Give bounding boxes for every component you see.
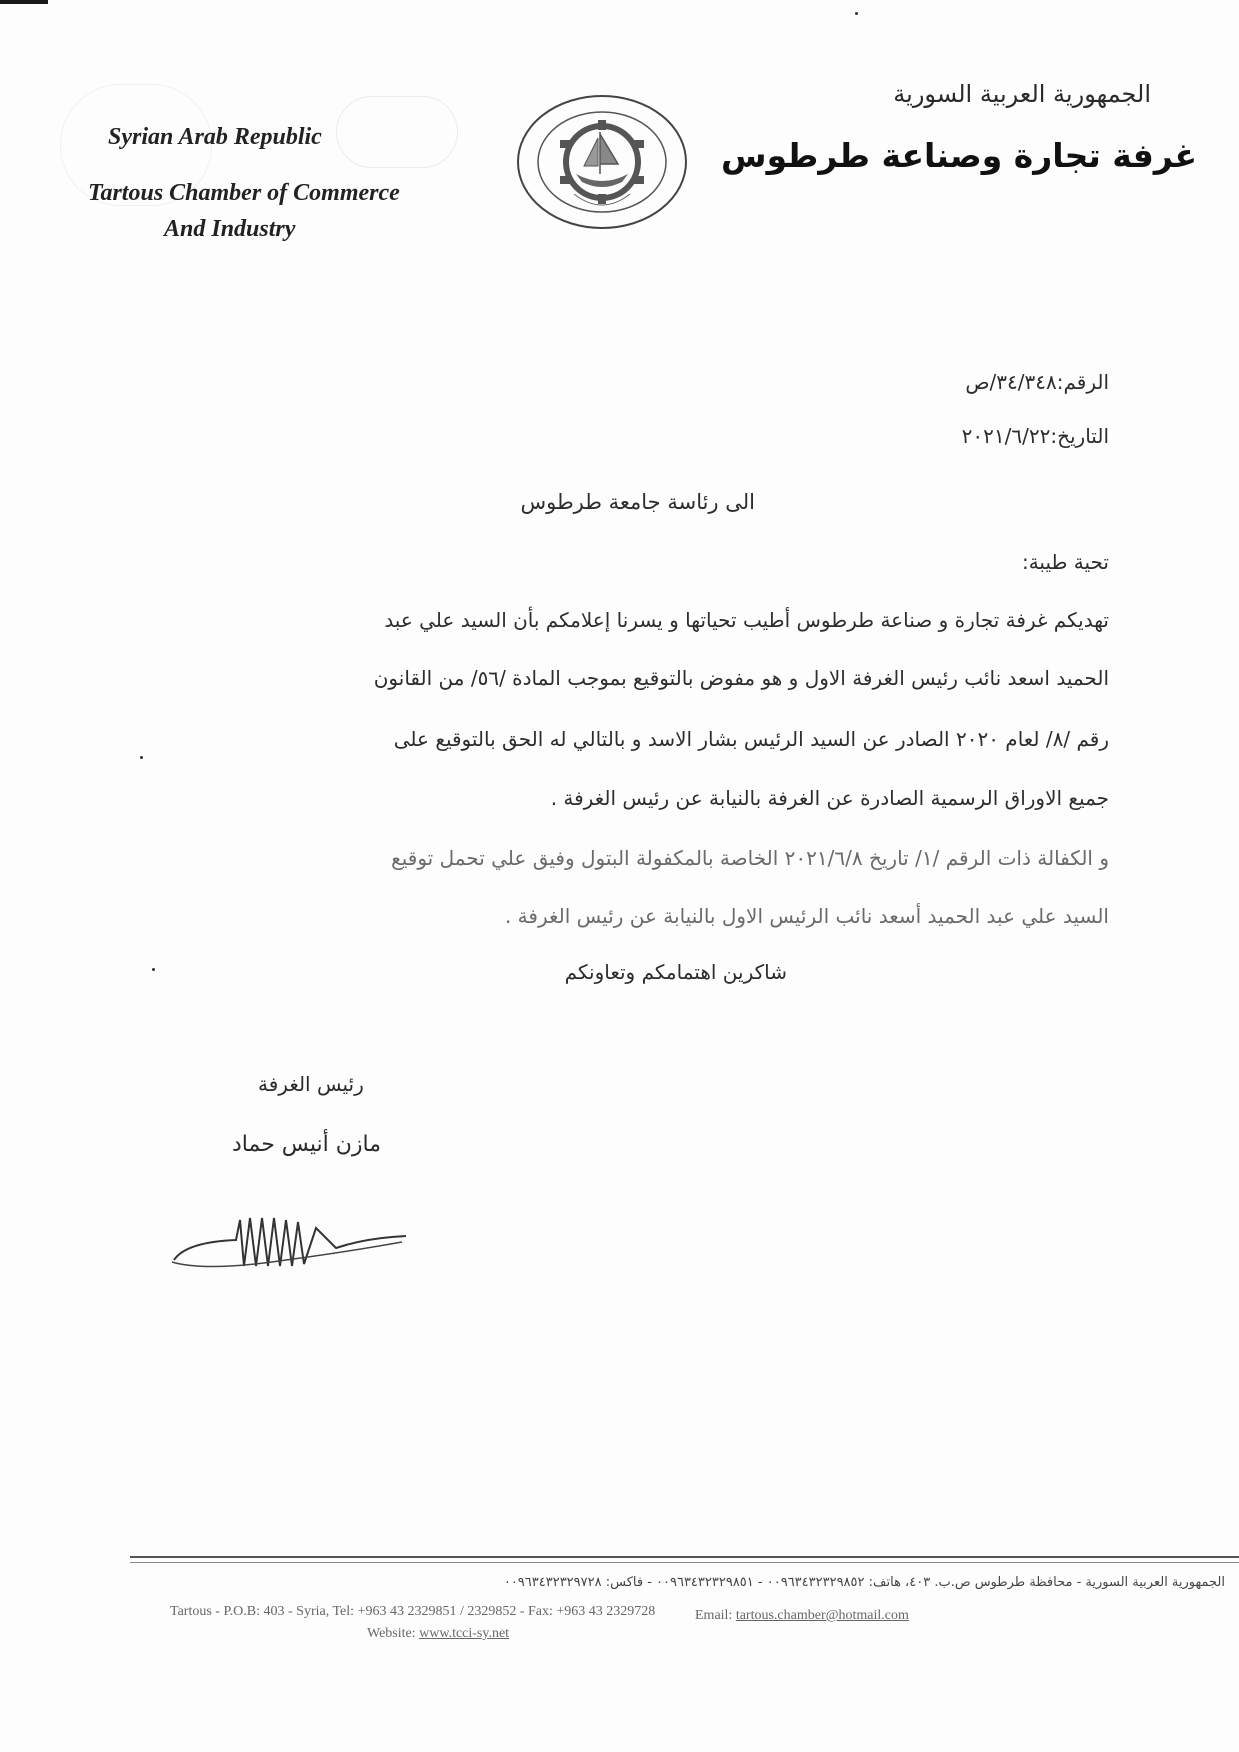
ar-chamber-title: غرفة تجارة وصناعة طرطوس bbox=[721, 136, 1197, 175]
signatory-title: رئيس الغرفة bbox=[258, 1072, 364, 1096]
signatory-name: مازن أنيس حماد bbox=[232, 1132, 381, 1157]
ar-republic-title: الجمهورية العربية السورية bbox=[893, 80, 1151, 108]
chamber-seal-logo bbox=[514, 92, 690, 232]
show-through-mark bbox=[336, 96, 458, 168]
paragraph-line: تهديكم غرفة تجارة و صناعة طرطوس أطيب تحياتها و يسرنا إعلامكم بأن السيد علي عبد bbox=[384, 608, 1109, 632]
note-line: السيد علي عبد الحميد أسعد نائب الرئيس الاول بالنيابة عن رئيس الغرفة . bbox=[504, 904, 1109, 928]
en-republic-title: Syrian Arab Republic bbox=[108, 124, 322, 150]
footer-divider bbox=[130, 1556, 1239, 1558]
reference-number: الرقم:٣٤/٣٤٨/ص bbox=[965, 370, 1109, 394]
note-line: و الكفالة ذات الرقم /١/ تاريخ ٢٠٢١/٦/٨ الخاصة بالمكفولة البتول وفيق علي تحمل توقيع bbox=[391, 846, 1109, 870]
footer-website bbox=[367, 1626, 509, 1642]
letter-date: التاريخ:٢٠٢١/٦/٢٢ bbox=[961, 424, 1109, 448]
greeting: تحية طيبة: bbox=[1021, 550, 1109, 574]
scan-speck bbox=[140, 756, 143, 759]
closing-thanks: شاكرين اهتمامكم وتعاونكم bbox=[564, 960, 787, 984]
paragraph-line: الحميد اسعد نائب رئيس الغرفة الاول و هو مفوض بالتوقيع بموجب المادة /٥٦/ من القانون bbox=[373, 666, 1109, 690]
paragraph-line: رقم /٨/ لعام ٢٠٢٠ الصادر عن السيد الرئيس بشار الاسد و بالتالي له الحق بالتوقيع على bbox=[393, 727, 1109, 751]
handwritten-signature bbox=[166, 1208, 416, 1288]
addressee: الى رئاسة جامعة طرطوس bbox=[520, 490, 755, 514]
footer-email bbox=[695, 1608, 909, 1624]
email-label: Email: bbox=[695, 1608, 733, 1623]
scan-speck bbox=[855, 12, 858, 15]
email-link[interactable]: tartous.chamber@hotmail.com bbox=[735, 1608, 909, 1623]
scan-speck bbox=[152, 968, 155, 971]
en-chamber-title: Tartous Chamber of Commerce bbox=[88, 180, 400, 206]
footer-english-contact: Tartous - P.O.B: 403 - Syria, Tel: +963 43 2329851 / 2329852 - Fax: +963 43 2329728 bbox=[170, 1604, 656, 1619]
website-link[interactable]: www.tcci-sy.net bbox=[419, 1626, 510, 1641]
footer-divider bbox=[130, 1562, 1239, 1563]
en-chamber-subtitle: And Industry bbox=[164, 216, 296, 242]
website-label: Website: bbox=[367, 1626, 416, 1641]
footer-arabic-contact: الجمهورية العربية السورية - محافظة طرطوس ص.ب. ٤٠٣، هاتف: ٠٠٩٦٣٤٣٢٣٢٩٨٥٢ - ٠٠٩٦٣٤٣٢٣٢٩٨٥١ - فاكس: ٠٠٩٦٣٤٣٢٣٢٩٧٢٨ bbox=[503, 1575, 1225, 1590]
scan-edge-mark bbox=[0, 0, 48, 4]
paragraph-line: جميع الاوراق الرسمية الصادرة عن الغرفة بالنيابة عن رئيس الغرفة . bbox=[550, 786, 1109, 810]
